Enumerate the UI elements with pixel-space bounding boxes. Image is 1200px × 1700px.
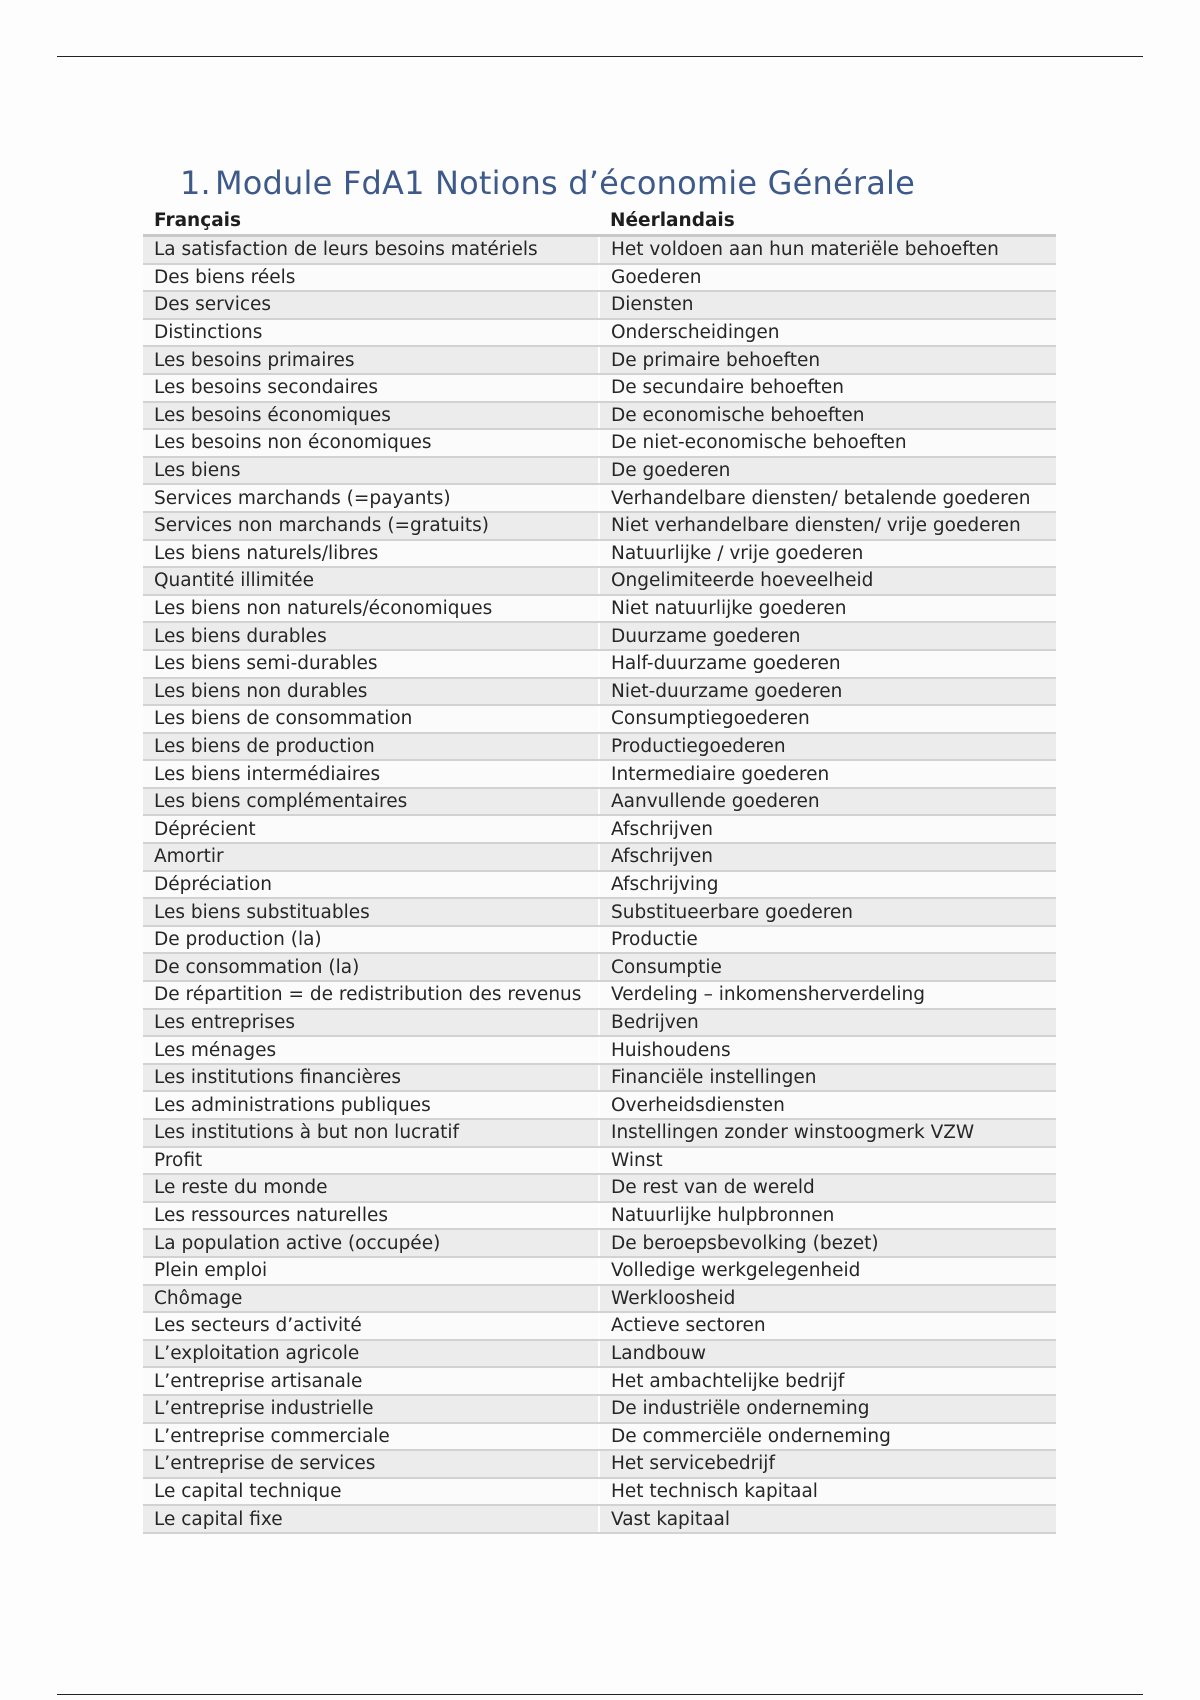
term-francais: Services marchands (=payants)	[143, 484, 599, 512]
term-neerlandais: Aanvullende goederen	[599, 788, 1056, 816]
term-francais: L’exploitation agricole	[143, 1340, 599, 1368]
table-header-row	[143, 206, 1056, 236]
table-row	[143, 788, 1056, 816]
term-francais: Les ressources naturelles	[143, 1202, 599, 1230]
term-francais: Les biens durables	[143, 622, 599, 650]
section-title: Module FdA1 Notions d’économie Générale	[214, 164, 915, 202]
table-row	[143, 264, 1056, 292]
column-header-neerlandais: Néerlandais	[599, 206, 1056, 236]
table-row	[143, 1423, 1056, 1451]
term-neerlandais: Afschrijven	[599, 815, 1056, 843]
table-row	[143, 346, 1056, 374]
term-neerlandais: Vast kapitaal	[599, 1505, 1056, 1533]
term-francais: Plein emploi	[143, 1257, 599, 1285]
table-row	[143, 898, 1056, 926]
term-neerlandais: Niet verhandelbare diensten/ vrije goederen	[599, 512, 1056, 540]
table-row	[143, 1285, 1056, 1313]
table-row	[143, 236, 1056, 264]
term-francais: L’entreprise commerciale	[143, 1423, 599, 1451]
term-neerlandais: Niet-duurzame goederen	[599, 678, 1056, 706]
term-neerlandais: Volledige werkgelegenheid	[599, 1257, 1056, 1285]
term-francais: Des biens réels	[143, 264, 599, 292]
term-francais: Les administrations publiques	[143, 1091, 599, 1119]
term-neerlandais: Het servicebedrijf	[599, 1450, 1056, 1478]
table-row	[143, 1009, 1056, 1037]
term-francais: Les institutions à but non lucratif	[143, 1119, 599, 1147]
table-row	[143, 1202, 1056, 1230]
term-neerlandais: Werkloosheid	[599, 1285, 1056, 1313]
section-heading	[180, 164, 915, 202]
term-francais: L’entreprise industrielle	[143, 1395, 599, 1423]
table-row	[143, 484, 1056, 512]
term-neerlandais: Consumptie	[599, 953, 1056, 981]
term-francais: Les besoins primaires	[143, 346, 599, 374]
term-francais: Les secteurs d’activité	[143, 1312, 599, 1340]
table-row	[143, 1147, 1056, 1175]
term-neerlandais: De primaire behoeften	[599, 346, 1056, 374]
term-francais: Les biens non durables	[143, 678, 599, 706]
table-row	[143, 1312, 1056, 1340]
term-francais: La satisfaction de leurs besoins matériels	[143, 236, 599, 264]
header-rule	[57, 56, 1143, 57]
term-francais: Les biens substituables	[143, 898, 599, 926]
term-francais: Les entreprises	[143, 1009, 599, 1037]
table-row	[143, 1119, 1056, 1147]
term-neerlandais: Natuurlijke / vrije goederen	[599, 540, 1056, 568]
table-body	[143, 236, 1056, 1533]
term-francais: La population active (occupée)	[143, 1229, 599, 1257]
term-neerlandais: Winst	[599, 1147, 1056, 1175]
term-neerlandais: Consumptiegoederen	[599, 705, 1056, 733]
table-row	[143, 291, 1056, 319]
table-row	[143, 1091, 1056, 1119]
table-row	[143, 1450, 1056, 1478]
table-row	[143, 1257, 1056, 1285]
term-francais: Déprécient	[143, 815, 599, 843]
table-row	[143, 1174, 1056, 1202]
term-neerlandais: Substitueerbare goederen	[599, 898, 1056, 926]
section-number: 1.	[180, 164, 211, 202]
term-francais: Les besoins secondaires	[143, 374, 599, 402]
term-francais: Chômage	[143, 1285, 599, 1313]
term-neerlandais: Onderscheidingen	[599, 319, 1056, 347]
table-row	[143, 760, 1056, 788]
term-neerlandais: De niet-economische behoeften	[599, 429, 1056, 457]
term-neerlandais: Het ambachtelijke bedrijf	[599, 1367, 1056, 1395]
term-francais: Les besoins non économiques	[143, 429, 599, 457]
term-neerlandais: Bedrijven	[599, 1009, 1056, 1037]
term-neerlandais: De beroepsbevolking (bezet)	[599, 1229, 1056, 1257]
term-neerlandais: Half-duurzame goederen	[599, 650, 1056, 678]
term-francais: De répartition = de redistribution des revenus	[143, 981, 599, 1009]
term-neerlandais: De industriële onderneming	[599, 1395, 1056, 1423]
term-francais: Les institutions financières	[143, 1064, 599, 1092]
term-neerlandais: Actieve sectoren	[599, 1312, 1056, 1340]
term-francais: Les biens de production	[143, 733, 599, 761]
table-row	[143, 1036, 1056, 1064]
term-francais: Les biens intermédiaires	[143, 760, 599, 788]
term-neerlandais: De economische behoeften	[599, 402, 1056, 430]
term-neerlandais: Huishoudens	[599, 1036, 1056, 1064]
term-neerlandais: De goederen	[599, 457, 1056, 485]
term-francais: Services non marchands (=gratuits)	[143, 512, 599, 540]
term-francais: Le capital technique	[143, 1478, 599, 1506]
table-row	[143, 733, 1056, 761]
footer-rule	[57, 1694, 1143, 1695]
table-row	[143, 567, 1056, 595]
table-row	[143, 1478, 1056, 1506]
table-row	[143, 1340, 1056, 1368]
term-francais: Les biens	[143, 457, 599, 485]
term-neerlandais: Productie	[599, 926, 1056, 954]
term-francais: De production (la)	[143, 926, 599, 954]
table-row	[143, 926, 1056, 954]
table-row	[143, 540, 1056, 568]
term-francais: Les biens naturels/libres	[143, 540, 599, 568]
term-neerlandais: De secundaire behoeften	[599, 374, 1056, 402]
term-francais: Profit	[143, 1147, 599, 1175]
term-francais: Des services	[143, 291, 599, 319]
term-neerlandais: Landbouw	[599, 1340, 1056, 1368]
term-francais: Distinctions	[143, 319, 599, 347]
term-neerlandais: Verhandelbare diensten/ betalende goederen	[599, 484, 1056, 512]
table-row	[143, 595, 1056, 623]
table-row	[143, 374, 1056, 402]
table-row	[143, 319, 1056, 347]
term-francais: Les biens de consommation	[143, 705, 599, 733]
term-francais: Les biens semi-durables	[143, 650, 599, 678]
term-francais: Les biens complémentaires	[143, 788, 599, 816]
term-neerlandais: Afschrijven	[599, 843, 1056, 871]
column-header-francais: Français	[143, 206, 599, 236]
term-neerlandais: Afschrijving	[599, 871, 1056, 899]
term-neerlandais: Intermediaire goederen	[599, 760, 1056, 788]
term-neerlandais: Ongelimiteerde hoeveelheid	[599, 567, 1056, 595]
table-row	[143, 512, 1056, 540]
table-row	[143, 1505, 1056, 1533]
table-row	[143, 953, 1056, 981]
table-row	[143, 1064, 1056, 1092]
table-row	[143, 678, 1056, 706]
term-neerlandais: Diensten	[599, 291, 1056, 319]
term-neerlandais: Niet natuurlijke goederen	[599, 595, 1056, 623]
table-row	[143, 650, 1056, 678]
term-francais: Les ménages	[143, 1036, 599, 1064]
term-neerlandais: Natuurlijke hulpbronnen	[599, 1202, 1056, 1230]
term-francais: De consommation (la)	[143, 953, 599, 981]
term-neerlandais: Verdeling – inkomensherverdeling	[599, 981, 1056, 1009]
term-francais: L’entreprise artisanale	[143, 1367, 599, 1395]
term-neerlandais: Overheidsdiensten	[599, 1091, 1056, 1119]
term-francais: Dépréciation	[143, 871, 599, 899]
table-row	[143, 457, 1056, 485]
term-neerlandais: Financiële instellingen	[599, 1064, 1056, 1092]
table-row	[143, 402, 1056, 430]
table-row	[143, 871, 1056, 899]
term-francais: Les biens non naturels/économiques	[143, 595, 599, 623]
term-francais: Le reste du monde	[143, 1174, 599, 1202]
term-francais: L’entreprise de services	[143, 1450, 599, 1478]
vocabulary-table	[143, 206, 1056, 1534]
term-neerlandais: Het technisch kapitaal	[599, 1478, 1056, 1506]
table-row	[143, 705, 1056, 733]
term-neerlandais: Duurzame goederen	[599, 622, 1056, 650]
table-row	[143, 1395, 1056, 1423]
term-francais: Quantité illimitée	[143, 567, 599, 595]
table-row	[143, 429, 1056, 457]
term-neerlandais: Instellingen zonder winstoogmerk VZW	[599, 1119, 1056, 1147]
table-row	[143, 1367, 1056, 1395]
term-neerlandais: De commerciële onderneming	[599, 1423, 1056, 1451]
term-neerlandais: De rest van de wereld	[599, 1174, 1056, 1202]
term-francais: Le capital fixe	[143, 1505, 599, 1533]
term-neerlandais: Het voldoen aan hun materiële behoeften	[599, 236, 1056, 264]
table-row	[143, 981, 1056, 1009]
table-row	[143, 843, 1056, 871]
term-francais: Les besoins économiques	[143, 402, 599, 430]
term-neerlandais: Productiegoederen	[599, 733, 1056, 761]
table-row	[143, 1229, 1056, 1257]
term-francais: Amortir	[143, 843, 599, 871]
term-neerlandais: Goederen	[599, 264, 1056, 292]
table-row	[143, 622, 1056, 650]
table-row	[143, 815, 1056, 843]
